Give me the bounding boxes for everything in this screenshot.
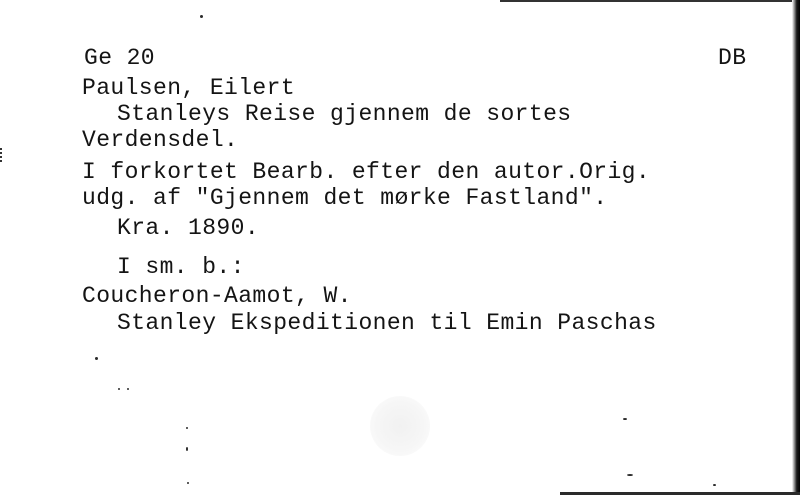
bound-with-note: I sm. b.: bbox=[117, 254, 245, 280]
ink-speck bbox=[186, 427, 188, 429]
author-heading: Paulsen, Eilert bbox=[82, 75, 296, 101]
edition-note-line-1: I forkortet Bearb. efter den autor.Orig. bbox=[82, 159, 651, 185]
library-sigla: DB bbox=[718, 45, 747, 71]
ink-speck bbox=[186, 447, 188, 451]
title-line-1: Stanleys Reise gjennem de sortes bbox=[117, 101, 572, 127]
second-title: Stanley Ekspeditionen til Emin Paschas bbox=[117, 310, 657, 336]
title-line-2: Verdensdel. bbox=[82, 127, 239, 153]
edition-note-line-2: udg. af "Gjennem det mørke Fastland". bbox=[82, 185, 608, 211]
paper-smudge bbox=[370, 396, 430, 456]
ink-speck bbox=[623, 418, 627, 420]
ink-speck bbox=[95, 357, 98, 360]
card-punch-mark bbox=[0, 148, 5, 162]
shelfmark: Ge 20 bbox=[84, 45, 156, 71]
ink-speck bbox=[118, 388, 120, 390]
card-edge-top bbox=[500, 0, 800, 2]
ink-speck bbox=[627, 474, 633, 476]
imprint: Kra. 1890. bbox=[117, 215, 260, 241]
ink-speck bbox=[187, 482, 189, 484]
second-author: Coucheron-Aamot, W. bbox=[82, 283, 352, 309]
ink-speck bbox=[200, 15, 203, 18]
ink-speck bbox=[713, 484, 716, 486]
ink-speck bbox=[127, 388, 129, 390]
card-edge-right bbox=[792, 0, 800, 495]
